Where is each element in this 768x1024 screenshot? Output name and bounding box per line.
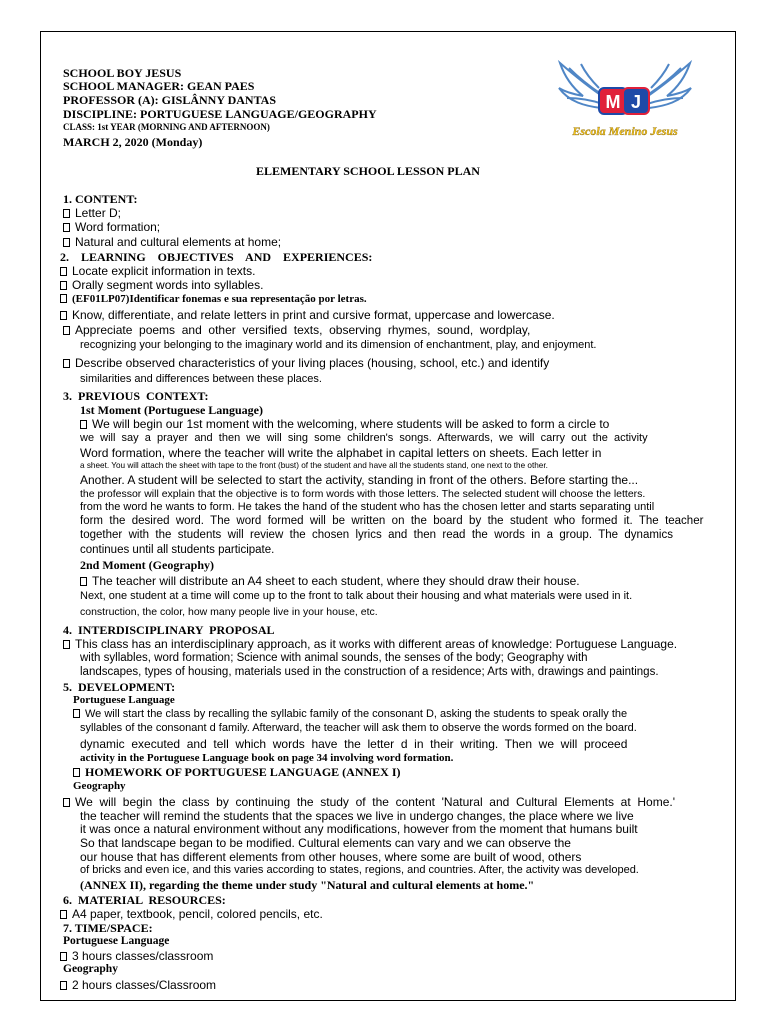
time-geo-title: Geography xyxy=(63,963,118,975)
list-item: (EF01LP07)Identificar fonemas e sua representação por letras. xyxy=(60,294,367,305)
paragraph-line: We will start the class by recalling the syllabic family of the consonant D, asking the students to speak orally the xyxy=(73,709,627,720)
paragraph-line: our house that has different elements from other houses, where some are built of wood, others xyxy=(80,850,582,864)
paragraph-line: with syllables, word formation; Science with animal sounds, the senses of the body; Geography with xyxy=(80,652,588,664)
paragraph-line: We will begin the class by continuing the study of the content 'Natural and Cultural Elements at Home.' xyxy=(63,796,675,808)
time-pt-title: Portuguese Language xyxy=(63,935,170,947)
paragraph-line: construction, the color, how many people live in your house, etc. xyxy=(80,606,378,618)
development-pt-title: Portuguese Language xyxy=(73,694,175,706)
moment1-title: 1st Moment (Portuguese Language) xyxy=(80,403,263,417)
bullet-icon xyxy=(60,910,67,919)
paragraph-line: The teacher will distribute an A4 sheet to each student, where they should draw their house. xyxy=(80,575,580,587)
paragraph-line: it was once a natural environment without any modifications, however from the moment that humans built xyxy=(80,822,638,836)
paragraph-line: together with the students will review the chosen lyrics and then read the words in a group. The dynamics xyxy=(80,529,673,541)
list-item-continuation: similarities and differences between these places. xyxy=(80,373,322,385)
list-item: Know, differentiate, and relate letters in print and cursive format, uppercase and lowercase. xyxy=(60,309,555,321)
bullet-icon xyxy=(60,981,67,990)
list-item: Letter D; xyxy=(63,207,121,219)
paragraph-line: continues until all students participate. xyxy=(80,544,275,556)
school-logo xyxy=(555,58,695,140)
list-item: Natural and cultural elements at home; xyxy=(63,236,281,248)
development-geo-title: Geography xyxy=(73,780,126,792)
discipline: DISCIPLINE: PORTUGUESE LANGUAGE/GEOGRAPHY xyxy=(63,107,377,121)
bullet-icon xyxy=(80,577,87,586)
list-item: 3 hours classes/classroom xyxy=(60,950,213,962)
moment2-title: 2nd Moment (Geography) xyxy=(80,558,214,572)
paragraph-line: of bricks and even ice, and this varies according to states, regions, and countries. After, the activity was developed. xyxy=(80,864,639,876)
paragraph-line: Next, one student at a time will come up to the front to talk about their housing and what materials were used in it. xyxy=(80,590,633,602)
paragraph-line: the professor will explain that the objective is to form words with those letters. The selected student will choose the letters. xyxy=(80,488,646,500)
section-content-heading: 1. CONTENT: xyxy=(63,192,138,206)
paragraph-line: Word formation, where the teacher will write the alphabet in capital letters on sheets. Each letter in xyxy=(80,446,602,460)
professor: PROFESSOR (A): GISLÂNNY DANTAS xyxy=(63,93,277,107)
page-title: ELEMENTARY SCHOOL LESSON PLAN xyxy=(256,164,480,178)
list-item: Describe observed characteristics of your living places (housing, school, etc.) and identify xyxy=(63,357,549,369)
bullet-icon xyxy=(63,640,70,649)
list-item: 2 hours classes/Classroom xyxy=(60,979,216,991)
section-development-heading: 5. DEVELOPMENT: xyxy=(63,680,176,694)
paragraph-line: form the desired word. The word formed will be written on the board by the student who formed it. The teacher xyxy=(80,515,704,527)
paragraph-line: a sheet. You will attach the sheet with tape to the front (bust) of the student and have all the students stand, one next to the other. xyxy=(80,461,548,470)
bullet-icon xyxy=(63,238,70,247)
paragraph-line: syllables of the consonant d family. Afterward, the teacher will ask them to observe the words formed on the board. xyxy=(80,722,637,734)
list-item-continuation: recognizing your belonging to the imaginary world and its dimension of enchantment, play, and enjoyment. xyxy=(80,339,597,351)
list-item: Word formation; xyxy=(63,221,160,233)
section-objectives-heading: 2. LEARNING OBJECTIVES AND EXPERIENCES: xyxy=(60,250,373,264)
class-info: CLASS: 1st YEAR (MORNING AND AFTERNOON) xyxy=(63,122,270,132)
list-item: Locate explicit information in texts. xyxy=(60,265,255,277)
list-item: Appreciate poems and other versified texts, observing rhymes, sound, wordplay, xyxy=(63,324,530,336)
paragraph-line: landscapes, types of housing, materials used in the construction of a residence; Arts with, drawings and paintings. xyxy=(80,666,659,678)
bullet-icon xyxy=(63,223,70,232)
bullet-icon xyxy=(63,359,70,368)
paragraph-line: Another. A student will be selected to start the activity, standing in front of the others. Before starting the... xyxy=(80,473,639,487)
section-interdisciplinary-heading: 4. INTERDISCIPLINARY PROPOSAL xyxy=(63,623,275,637)
bullet-icon xyxy=(60,281,67,290)
section-resources-heading: 6. MATERIAL RESOURCES: xyxy=(63,893,226,907)
bullet-icon xyxy=(60,267,67,276)
paragraph-line: activity in the Portuguese Language book on page 34 involving word formation. xyxy=(80,752,454,764)
section-previous-heading: 3. PREVIOUS CONTEXT: xyxy=(63,389,209,403)
lesson-date: MARCH 2, 2020 (Monday) xyxy=(63,135,203,149)
wings-logo-icon xyxy=(555,58,695,140)
bullet-icon xyxy=(80,420,87,429)
bullet-icon xyxy=(73,768,80,777)
svg-text:J: J xyxy=(630,92,642,112)
school-name: SCHOOL BOY JESUS xyxy=(63,66,182,80)
bullet-icon xyxy=(73,709,80,718)
paragraph-line: So that landscape began to be modified. Cultural elements can vary and we can observe the xyxy=(80,836,571,850)
list-item: Orally segment words into syllables. xyxy=(60,279,263,291)
paragraph-line: from the word he wants to form. He takes the hand of the student who has the chosen letter and starts separating until xyxy=(80,501,655,513)
homework-item: HOMEWORK OF PORTUGUESE LANGUAGE (ANNEX I) xyxy=(73,766,400,778)
section-time-heading: 7. TIME/SPACE: xyxy=(63,921,153,935)
paragraph-line: we will say a prayer and then we will sing some children's songs. Afterwards, we will carry out the activity xyxy=(80,432,648,444)
paragraph-line: dynamic executed and tell which words have the letter d in their writing. Then we will proceed xyxy=(80,737,628,751)
paragraph-line: This class has an interdisciplinary approach, as it works with different areas of knowledge: Portuguese Language. xyxy=(63,638,677,650)
bullet-icon xyxy=(63,798,70,807)
paragraph-line: We will begin our 1st moment with the welcoming, where students will be asked to form a circle to xyxy=(80,418,609,430)
bullet-icon xyxy=(63,209,70,218)
bullet-icon xyxy=(63,326,70,335)
logo-initials: M xyxy=(605,92,621,112)
bullet-icon xyxy=(60,311,67,320)
school-manager: SCHOOL MANAGER: GEAN PAES xyxy=(63,79,255,93)
bullet-icon xyxy=(60,952,67,961)
bullet-icon xyxy=(60,294,67,303)
logo-caption: Escola Menino Jesus xyxy=(572,124,678,138)
list-item: A4 paper, textbook, pencil, colored pencils, etc. xyxy=(60,908,323,920)
paragraph-line: (ANNEX II), regarding the theme under study "Natural and cultural elements at home." xyxy=(80,878,535,892)
paragraph-line: the teacher will remind the students that the spaces we live in undergo changes, the place where we live xyxy=(80,809,634,823)
